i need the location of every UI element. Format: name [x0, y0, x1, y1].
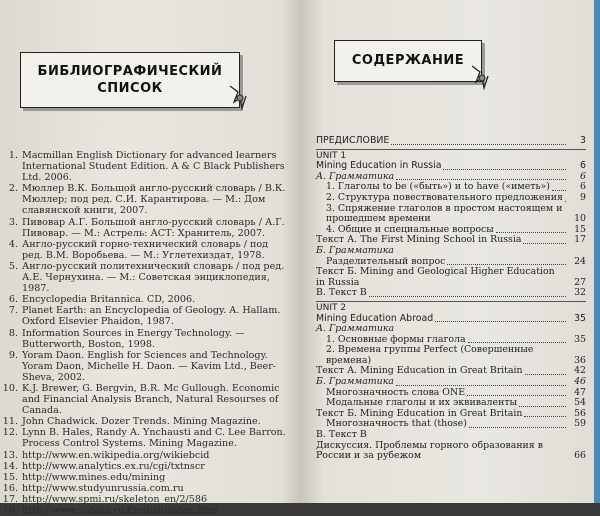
bibliography-entry — [2, 294, 290, 305]
toc-leader-dots — [519, 406, 566, 407]
entry-text: Англо-русский политехнический словарь / под ред. А.Е. Чернухина. — М.: Советская энциклопедия, 1987. — [22, 260, 285, 295]
toc-page-number: 3 — [580, 135, 586, 146]
toc-leader-dots — [565, 201, 566, 202]
ribbon-ornament-icon — [228, 84, 250, 115]
bibliography-entry — [2, 427, 290, 449]
toc-entry-label: 1. Глаголы to be («быть») и to have («иметь») — [326, 181, 550, 193]
toc-leader-dots — [525, 374, 566, 375]
toc-leader-dots — [523, 243, 566, 244]
entry-text: Мюллер В.К. Большой англо-русский словарь / В.К. Мюллер; под ред. С.И. Карантирова. — М.: Дом славянской книги, 2007. — [22, 183, 286, 217]
entry-number: 7. — [8, 305, 18, 317]
toc-leader-dots — [447, 264, 566, 265]
entry-text[interactable]: http://www.spmi.ru/skeleton_en/2/586 — [22, 493, 208, 505]
toc-entry-label: Текст Б. Mining Education in Great Britain — [316, 407, 523, 419]
entry-text: Англо-русский горно-технический словарь / под ред. В.М. Воробьева. — М.: Углетехиздат, 1978. — [22, 238, 269, 261]
page-edge — [594, 0, 600, 503]
entry-number: 16. — [2, 482, 18, 494]
toc-leader-dots — [468, 342, 566, 343]
toc-leader-dots — [467, 395, 566, 396]
toc-page-number: 54 — [574, 397, 586, 409]
toc-page-number: 35 — [574, 333, 586, 345]
toc-leader-dots — [496, 232, 566, 233]
bibliography-entry — [2, 328, 290, 350]
bibliography-entry — [2, 150, 290, 183]
contents-banner — [334, 40, 482, 82]
entry-number: 3. — [8, 216, 18, 228]
bibliography-entry — [2, 239, 290, 261]
divider — [316, 149, 586, 150]
toc-entry-label: Текст А. Mining Education in Great Britain — [316, 365, 523, 377]
toc-entry-label: Многозначность слова ONE — [326, 386, 466, 398]
toc-page-number: 66 — [574, 450, 586, 462]
entry-number: 18. — [2, 505, 18, 516]
bibliography-entry — [2, 183, 290, 216]
toc-entry-label: 2. Структура повествовательного предложения — [326, 191, 563, 203]
bibliography-entry — [2, 472, 290, 483]
toc-page-number: 56 — [574, 407, 586, 419]
bibliography-heading-line2: СПИСОК — [97, 81, 163, 96]
toc-entry-label: Многозначность that (those) — [326, 418, 467, 430]
toc-page-number: 10 — [574, 213, 586, 225]
entry-number: 1. — [8, 150, 18, 161]
toc-entry-label: Дискуссия. Проблемы горного образования в России и за рубежом — [316, 439, 543, 462]
toc-leader-dots — [443, 169, 566, 170]
toc-entry-label: Mining Education in Russia — [316, 160, 442, 172]
contents-heading: СОДЕРЖАНИЕ — [351, 53, 465, 68]
toc-page-number: 59 — [574, 418, 586, 430]
entry-text: Пивовар А.Г. Большой англо-русский словарь / А.Г. Пивовар. — М.: Астрель: АСТ: Хранитель, 2007. — [22, 216, 285, 239]
entry-text: Planet Earth: an Encyclopedia of Geology. A. Hallam. Oxford Elsevier Phaidon, 1987. — [22, 305, 281, 328]
entry-number: 11. — [2, 416, 18, 428]
toc-page-number: 35 — [574, 312, 586, 324]
entry-text: Encyclopedia Britannica. CD, 2006. — [22, 294, 196, 306]
toc-leader-dots — [435, 321, 566, 322]
entry-text: John Chadwick. Dozer Trends. Mining Magazine. — [22, 416, 261, 428]
contents-page — [300, 0, 600, 503]
toc-preface — [316, 136, 586, 147]
toc-leader-dots — [524, 416, 566, 417]
toc-entry — [316, 204, 586, 225]
toc-leader-dots — [391, 144, 566, 145]
entry-text: Lynn B. Hales, Randy A. Ynchausti and C. Lee Barron. Process Control Systems. Mining Magazine. — [22, 427, 286, 450]
entry-number: 5. — [8, 260, 18, 272]
toc-page-number: 15 — [574, 223, 586, 235]
entry-text[interactable]: http://www.studyunrussia.com.ru — [22, 482, 184, 494]
toc-entry — [316, 246, 586, 257]
toc-page-number: 24 — [574, 255, 586, 267]
entry-text[interactable]: http://www.en.wikipedia.org/wikiebcid — [22, 449, 210, 461]
toc-page-number: 9 — [580, 191, 586, 203]
toc-page-number: 27 — [574, 276, 586, 288]
toc-entry — [316, 288, 586, 299]
toc-page-number: 46 — [574, 376, 586, 388]
entry-number: 10. — [2, 382, 18, 394]
toc-page-number: 32 — [574, 287, 586, 299]
toc-entry-label: Модальные глаголы и их эквиваленты — [326, 397, 517, 409]
toc-entry-label: Текст Б. Mining and Geological Higher Education in Russia — [316, 266, 555, 288]
bibliography-entry — [2, 461, 290, 472]
toc-entry-label: ПРЕДИСЛОВИЕ — [316, 135, 390, 146]
bibliography-entry — [2, 383, 290, 416]
entry-text: K.J. Brewer, G. Bergvin, B.R. Mc Gullough. Economic and Financial Analysis Branch, Natural Resourses of Canada. — [22, 382, 280, 417]
toc-leader-dots — [552, 190, 566, 191]
bibliography-entry — [2, 305, 290, 327]
toc-entry-label: А. Грамматика — [316, 323, 395, 335]
toc-page-number: 42 — [574, 365, 586, 377]
bibliography-heading-line1: БИБЛИОГРАФИЧЕСКИЙ — [37, 64, 223, 79]
toc-entry-label: А. Грамматика — [316, 170, 395, 182]
toc-entry — [316, 345, 586, 366]
bibliography-entry — [2, 505, 290, 516]
toc-page-number: 6 — [580, 181, 586, 193]
bibliography-entry — [2, 350, 290, 383]
bibliography-entry — [2, 217, 290, 239]
entry-text[interactable]: http://www.mines.edu/mining — [22, 471, 166, 483]
toc-entry-label: Б. Грамматика — [316, 244, 394, 256]
entry-number: 15. — [2, 471, 18, 483]
entry-number: 4. — [8, 238, 18, 250]
bibliography-entry — [2, 483, 290, 494]
entry-text: Information Sources in Energy Technology. — Butterworth, Boston, 1998. — [22, 327, 245, 350]
toc-entry-label: 3. Спряжение глаголов в простом настоящем и прошедшем времени — [326, 202, 563, 225]
bibliography-entry — [2, 450, 290, 461]
toc-entry — [316, 267, 586, 288]
toc-entry-label: Текст А. The First Mining School in Russia — [316, 234, 522, 246]
entry-number: 6. — [8, 294, 18, 306]
bibliography-list — [2, 150, 290, 516]
toc-page-number: 17 — [574, 234, 586, 246]
entry-number: 17. — [2, 493, 18, 505]
entry-number: 9. — [8, 349, 18, 361]
divider — [316, 301, 586, 302]
toc-entry-label: Mining Education Abroad — [316, 312, 434, 324]
entry-number: 8. — [8, 327, 18, 339]
toc-entry-label: 4. Общие и специальные вопросы — [326, 223, 494, 235]
toc-leader-dots — [396, 179, 566, 180]
bibliography-entry — [2, 494, 290, 505]
toc-page-number: 36 — [574, 354, 586, 366]
toc-page-number: 6 — [580, 160, 586, 172]
toc-entry — [316, 441, 586, 462]
ribbon-ornament-icon — [470, 64, 492, 95]
unit-number: UNIT 2 — [316, 302, 347, 313]
toc-entry-label: 1. Основные формы глагола — [326, 333, 466, 345]
toc-entry-label: Разделительный вопрос — [326, 255, 446, 267]
entry-number: 2. — [8, 183, 18, 195]
toc-entry-label: В. Текст В — [316, 287, 367, 299]
entry-number: 13. — [2, 449, 18, 461]
toc-page-number: 47 — [574, 386, 586, 398]
toc-entry-label: 2. Времена группы Perfect (Совершенные времена) — [326, 344, 534, 366]
bibliography-banner — [20, 52, 240, 108]
entry-number: 12. — [2, 427, 18, 439]
table-of-contents — [316, 136, 586, 462]
entry-number: 14. — [2, 460, 18, 472]
toc-entry-label: В. Текст В — [316, 429, 367, 441]
entry-text[interactable]: http://www.analytics.ex.ru/cgi/txtnscr — [22, 460, 205, 472]
unit-number: UNIT 1 — [316, 150, 347, 161]
entry-text: Yoram Daon. English for Sciences and Technology. Yoram Daon, Michelle H. Daon. — Kavim Ltd., Beer-Sheva, 2002. — [22, 349, 277, 383]
entry-text[interactable]: http://www.spbstu.ru.English/index.html — [22, 505, 219, 516]
toc-leader-dots — [469, 427, 566, 428]
entry-text: Macmillan English Dictionary for advanced learners International Student Edition. A & C Black Publishers Ltd. 2006. — [22, 150, 285, 184]
toc-leader-dots — [369, 296, 566, 297]
toc-leader-dots — [396, 385, 566, 386]
toc-entry — [316, 193, 586, 204]
toc-entry-label: Б. Грамматика — [316, 376, 394, 388]
bibliography-entry — [2, 261, 290, 294]
toc-page-number: 6 — [580, 170, 586, 182]
bibliography-entry — [2, 416, 290, 427]
